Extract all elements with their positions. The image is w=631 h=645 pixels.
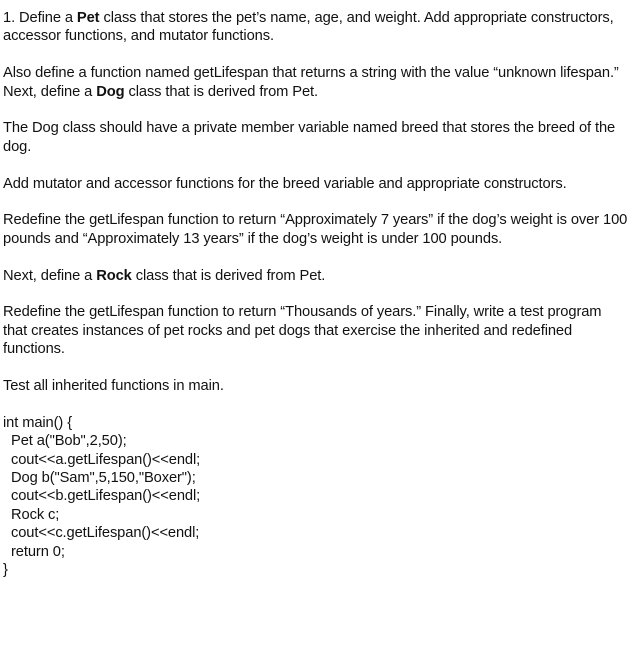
bold-class-name-pet: Pet [76,10,100,26]
code-line: cout<<b.getLifespan()<<endl; [11,488,201,505]
paragraph-test-instructions: Test all inherited functions in main. [3,378,224,395]
paragraph-text: Next, define a [3,267,97,284]
bold-class-name-dog: Dog [96,83,125,100]
code-line: return 0; [11,543,65,560]
document-body [3,9,629,579]
paragraph-rock-class [3,267,629,285]
paragraph-text: 1. Define a [3,10,77,26]
code-line: Pet a("Bob",2,50); [11,433,127,450]
paragraph-redefine-dog-lifespan: Redefine the getLifespan function to return “Approximately 7 years” if the dog’s weight is over 100 pounds and “Approximately 13 years” if the dog’s weight is under 100 pounds. [3,212,628,247]
paragraph-text: class that is derived from Pet. [124,83,319,100]
code-line: int main() { [3,414,72,431]
paragraph-dog-breed: The Dog class should have a private member variable named breed that stores the breed of the dog. [3,120,616,155]
paragraph-text: Also define a function named getLifespan that returns a string with the value “unknown lifespan.” Next, define a [3,65,619,100]
bold-class-name-rock: Rock [96,267,132,284]
code-line: cout<<c.getLifespan()<<endl; [11,525,200,542]
code-line: } [3,562,8,579]
paragraph-breed-accessors: Add mutator and accessor functions for the breed variable and appropriate constructors. [3,175,567,192]
code-line: Dog b("Sam",5,150,"Boxer"); [11,470,196,487]
paragraph-text: class that stores the pet’s name, age, and weight. Add appropriate constructors, accessor functions, and mutator functions. [3,10,614,45]
paragraph-redefine-rock-lifespan: Redefine the getLifespan function to return “Thousands of years.” Finally, write a test program that creates instances of pet rocks and pet dogs that exercise the inherited and redefined functions. [3,304,602,358]
code-block-main [3,414,629,580]
paragraph-pet-class [3,9,629,46]
code-line: cout<<a.getLifespan()<<endl; [11,451,201,468]
paragraph-text: class that is derived from Pet. [131,267,326,284]
code-line: Rock c; [11,506,60,523]
paragraph-getlifespan-dog [3,64,629,101]
